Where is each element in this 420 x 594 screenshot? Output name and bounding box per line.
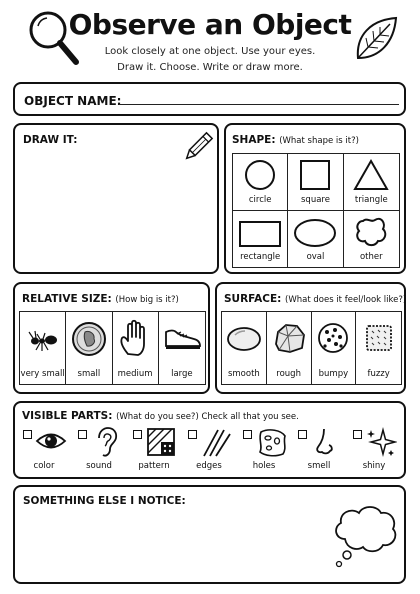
pattern-icon xyxy=(145,426,177,458)
size-option-very-small[interactable] xyxy=(20,312,66,384)
edges-checkbox[interactable] xyxy=(188,430,197,439)
relative-size-section xyxy=(13,282,210,394)
surface-label: rough xyxy=(276,369,301,379)
size-label: large xyxy=(171,369,193,379)
shape-option-circle[interactable] xyxy=(233,154,288,211)
visible-part-label: sound xyxy=(86,461,112,471)
visible-part-edges[interactable] xyxy=(186,426,232,474)
size-option-small[interactable] xyxy=(66,312,112,384)
visible-part-pattern[interactable] xyxy=(131,426,177,474)
notice-section[interactable] xyxy=(13,485,406,584)
shape-label: other xyxy=(359,252,383,262)
visible-part-label: shiny xyxy=(362,461,386,471)
relative-size-question: (How big is it?) xyxy=(115,295,179,305)
surface-option-bumpy[interactable] xyxy=(312,312,357,384)
fuzzy-fabric-icon xyxy=(362,321,396,355)
smell-checkbox[interactable] xyxy=(298,430,307,439)
surface-section xyxy=(215,282,406,394)
shape-section xyxy=(224,123,406,274)
surface-option-fuzzy[interactable] xyxy=(356,312,401,384)
surface-title xyxy=(224,293,406,305)
sound-checkbox[interactable] xyxy=(78,430,87,439)
surface-label: bumpy xyxy=(318,369,349,379)
color-checkbox[interactable] xyxy=(23,430,32,439)
visible-parts-title-label: VISIBLE PARTS: xyxy=(22,410,113,422)
shape-option-rectangle[interactable] xyxy=(233,211,288,268)
visible-parts-title xyxy=(22,410,299,422)
thought-bubble-icon xyxy=(327,501,401,573)
shape-option-triangle[interactable] xyxy=(344,154,399,211)
visible-part-label: color xyxy=(33,461,55,471)
leaf-icon xyxy=(350,14,400,64)
visible-parts-question: (What do you see?) Check all that you see. xyxy=(116,412,299,422)
visible-part-label: holes xyxy=(252,461,276,471)
object-name-line[interactable] xyxy=(119,104,399,105)
visible-part-label: smell xyxy=(307,461,331,471)
smooth-stone-icon xyxy=(225,324,263,354)
surface-grid xyxy=(221,311,402,385)
draw-it-title: DRAW IT: xyxy=(23,134,78,146)
surface-option-smooth[interactable] xyxy=(222,312,267,384)
page-title: Observe an Object xyxy=(68,8,352,41)
size-label: very small xyxy=(20,369,65,379)
draw-it-section[interactable] xyxy=(13,123,219,274)
edges-icon xyxy=(200,426,232,458)
relative-size-title-label: RELATIVE SIZE: xyxy=(22,293,112,305)
surface-title-label: SURFACE: xyxy=(224,293,282,305)
visible-part-label: edges xyxy=(196,461,222,471)
shape-grid xyxy=(232,153,400,268)
shape-title xyxy=(232,134,359,146)
hand-icon xyxy=(116,318,154,358)
shape-option-square[interactable] xyxy=(288,154,343,211)
coin-icon xyxy=(70,320,108,358)
bumpy-cookie-icon xyxy=(315,320,351,356)
shiny-checkbox[interactable] xyxy=(353,430,362,439)
nose-icon xyxy=(310,426,340,458)
surface-option-rough[interactable] xyxy=(267,312,312,384)
shape-title-label: SHAPE: xyxy=(232,134,276,146)
shape-label: triangle xyxy=(354,194,388,205)
relative-size-grid xyxy=(19,311,206,385)
shape-question: (What shape is it?) xyxy=(279,136,359,146)
sparkle-icon xyxy=(365,426,397,458)
object-name-section xyxy=(13,82,406,116)
holes-checkbox[interactable] xyxy=(243,430,252,439)
shape-label: rectangle xyxy=(240,252,281,262)
size-label: medium xyxy=(117,369,153,379)
shape-label: oval xyxy=(306,252,325,262)
pencil-icon xyxy=(181,129,215,165)
shoe-icon xyxy=(162,322,202,352)
surface-label: fuzzy xyxy=(367,369,390,379)
notice-title: SOMETHING ELSE I NOTICE: xyxy=(23,495,186,507)
shape-option-other[interactable] xyxy=(344,211,399,268)
shape-label: square xyxy=(301,194,330,205)
visible-part-label: pattern xyxy=(138,461,170,471)
ear-icon xyxy=(90,426,120,458)
size-label: small xyxy=(77,369,101,379)
eye-icon xyxy=(35,426,67,456)
visible-part-sound[interactable] xyxy=(76,426,122,474)
size-option-large[interactable] xyxy=(159,312,205,384)
visible-part-smell[interactable] xyxy=(296,426,342,474)
surface-label: smooth xyxy=(227,369,260,379)
instructions-line-1: Look closely at one object. Use your eyes. xyxy=(104,46,316,57)
visible-part-holes[interactable] xyxy=(241,426,287,474)
relative-size-title xyxy=(22,293,179,305)
shape-option-oval[interactable] xyxy=(288,211,343,268)
visible-part-color[interactable] xyxy=(21,426,67,474)
surface-question: (What does it feel/look like?) xyxy=(285,295,407,305)
rough-rock-icon xyxy=(270,320,308,356)
instructions-line-2: Draw it. Choose. Write or draw more. xyxy=(117,62,303,73)
ant-icon xyxy=(26,324,60,358)
object-name-label: OBJECT NAME: xyxy=(24,94,122,108)
pattern-checkbox[interactable] xyxy=(133,430,142,439)
size-option-medium[interactable] xyxy=(113,312,159,384)
holes-icon xyxy=(255,426,289,458)
visible-part-shiny[interactable] xyxy=(351,426,397,474)
shape-label: circle xyxy=(248,194,272,205)
